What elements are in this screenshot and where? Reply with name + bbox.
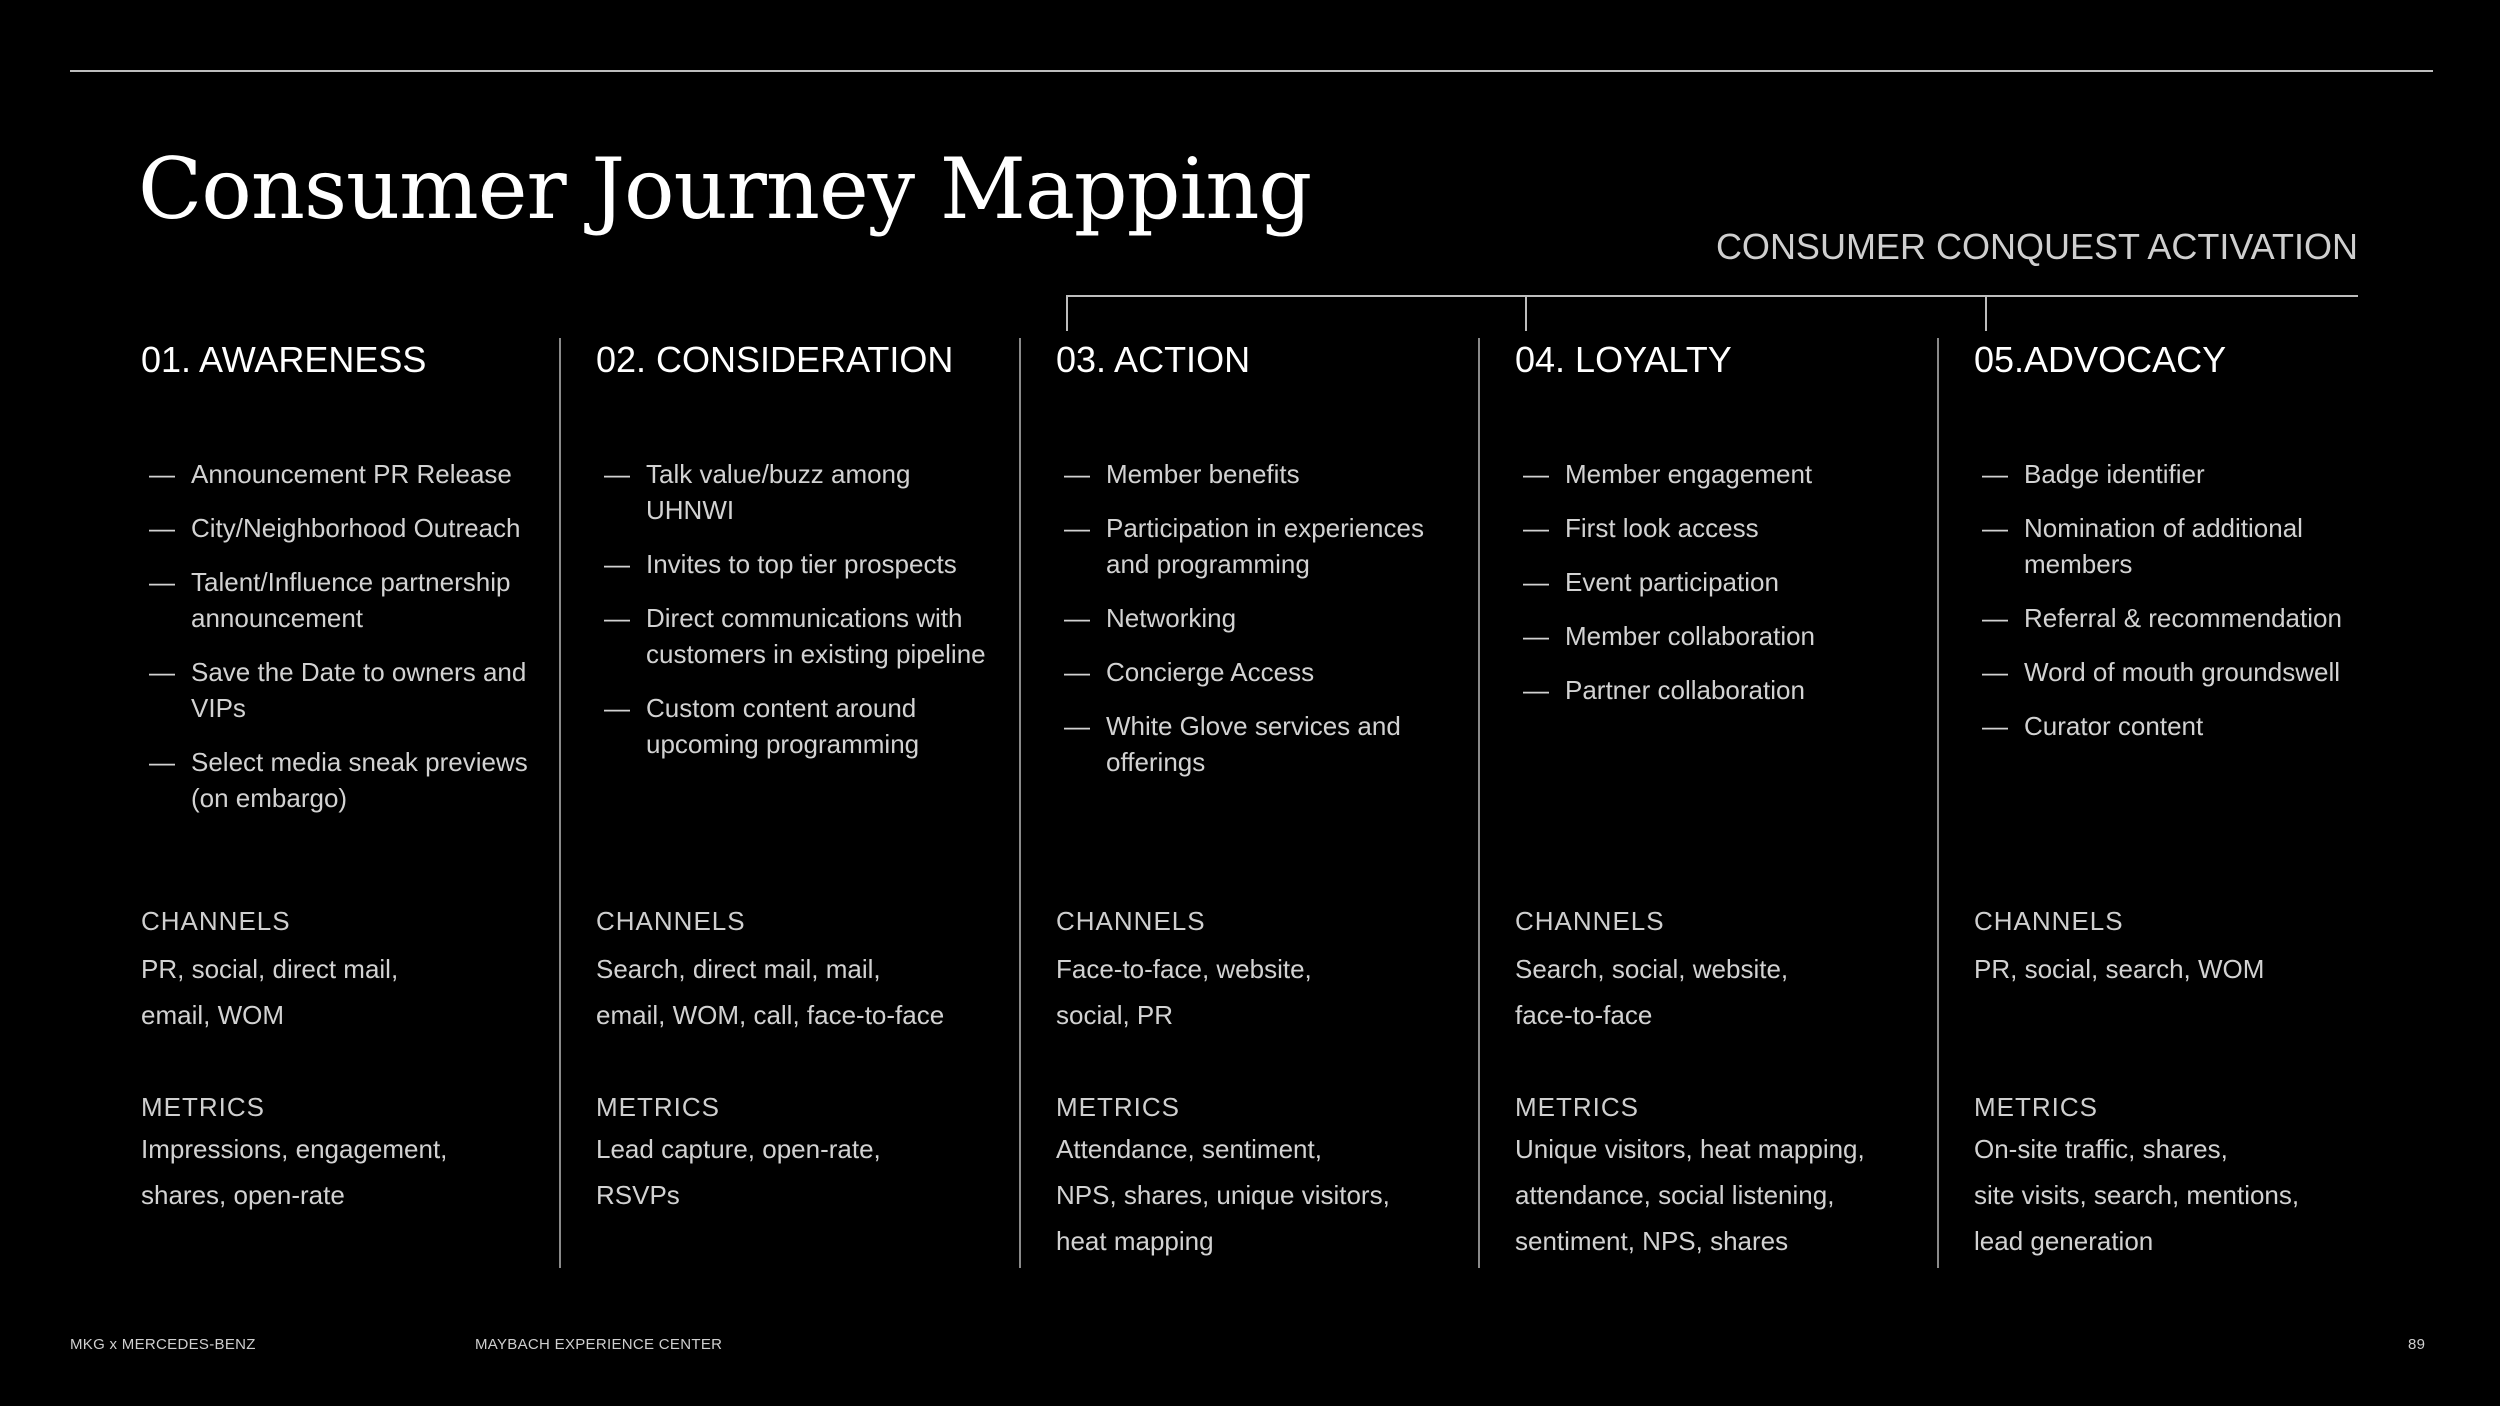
tactic-text: Member collaboration (1565, 621, 1816, 651)
tactic-item (1515, 510, 1915, 546)
dash-bullet: — (149, 459, 175, 489)
stage-tactics-list (1515, 456, 1915, 726)
dash-bullet: — (1523, 567, 1549, 597)
stage-column-action (1056, 336, 1456, 1256)
tactic-text: Custom content around upcoming programming (646, 693, 920, 759)
tactic-text: Participation in experiences and programming (1106, 513, 1424, 579)
metrics-label: METRICS (1056, 1092, 1180, 1122)
channels-label: CHANNELS (1974, 906, 2124, 936)
tactic-item (596, 456, 996, 528)
dash-bullet: — (1064, 711, 1090, 741)
metrics-line: shares, open-rate (141, 1180, 345, 1210)
tactic-text: Event participation (1565, 567, 1779, 597)
conquest-activation-label: CONSUMER CONQUEST ACTIVATION (1715, 226, 2358, 267)
tactic-item (1515, 618, 1915, 654)
tactic-text: Concierge Access (1106, 657, 1315, 687)
conquest-bracket-tick-loyalty (1525, 295, 1527, 331)
metrics-line: lead generation (1974, 1226, 2154, 1256)
tactic-text: Direct communications with customers in existing pipeline (646, 603, 986, 669)
dash-bullet: — (1982, 513, 2008, 543)
tactic-text: Member engagement (1565, 459, 1813, 489)
dash-bullet: — (149, 657, 175, 687)
tactic-text: Curator content (2024, 711, 2204, 741)
metrics-text (1974, 1126, 2394, 1264)
metrics-text (141, 1126, 561, 1218)
channels-line: social, PR (1056, 1000, 1174, 1030)
dash-bullet: — (1982, 711, 2008, 741)
conquest-bracket-tick-advocacy (1985, 295, 1987, 331)
dash-bullet: — (1064, 603, 1090, 633)
channels-line: Search, direct mail, mail, (596, 954, 881, 984)
tactic-text: Referral & recommendation (2024, 603, 2342, 633)
channels-line: email, WOM (141, 1000, 284, 1030)
stage-title: 03. ACTION (1056, 339, 1251, 380)
tactic-item (1056, 456, 1456, 492)
dash-bullet: — (1064, 657, 1090, 687)
metrics-line: sentiment, NPS, shares (1515, 1226, 1789, 1256)
stage-column-consideration (596, 336, 996, 1210)
tactic-text: Select media sneak previews (on embargo) (191, 747, 528, 813)
tactic-item (141, 456, 541, 492)
tactic-text: Nomination of additional members (2024, 513, 2303, 579)
metrics-line: NPS, shares, unique visitors, (1056, 1180, 1390, 1210)
channels-text (1515, 946, 1935, 1038)
stage-tactics-list (596, 456, 996, 780)
stage-tactics-list (141, 456, 541, 834)
metrics-label: METRICS (596, 1092, 720, 1122)
metrics-line: site visits, search, mentions, (1974, 1180, 2300, 1210)
tactic-item (141, 744, 541, 816)
dash-bullet: — (604, 549, 630, 579)
metrics-text (596, 1126, 1016, 1218)
dash-bullet: — (1523, 513, 1549, 543)
tactic-item (1056, 654, 1456, 690)
tactic-text: Word of mouth groundswell (2024, 657, 2341, 687)
column-divider (1478, 338, 1480, 1268)
dash-bullet: — (1523, 459, 1549, 489)
tactic-text: First look access (1565, 513, 1759, 543)
tactic-text: Announcement PR Release (191, 459, 512, 489)
tactic-item (1974, 654, 2374, 690)
stage-title: 02. CONSIDERATION (596, 339, 954, 380)
dash-bullet: — (1523, 621, 1549, 651)
tactic-item (1056, 510, 1456, 582)
channels-line: Face-to-face, website, (1056, 954, 1312, 984)
metrics-text (1056, 1126, 1476, 1264)
channels-label: CHANNELS (141, 906, 291, 936)
footer-project: MAYBACH EXPERIENCE CENTER (475, 1336, 723, 1353)
tactic-text: White Glove services and offerings (1106, 711, 1401, 777)
footer-client: MKG x MERCEDES-BENZ (70, 1336, 256, 1353)
tactic-item (141, 654, 541, 726)
stage-title: 01. AWARENESS (141, 339, 427, 380)
channels-text (1056, 946, 1476, 1038)
metrics-line: attendance, social listening, (1515, 1180, 1835, 1210)
channels-line: Search, social, website, (1515, 954, 1789, 984)
tactic-item (1056, 708, 1456, 780)
tactic-item (1974, 708, 2374, 744)
channels-text (596, 946, 1016, 1038)
channels-line: PR, social, direct mail, (141, 954, 399, 984)
channels-label: CHANNELS (596, 906, 746, 936)
metrics-label: METRICS (141, 1092, 265, 1122)
metrics-label: METRICS (1974, 1092, 2098, 1122)
stage-column-awareness (141, 336, 541, 1210)
metrics-line: Lead capture, open-rate, (596, 1134, 881, 1164)
page-title: Consumer Journey Mapping (138, 140, 1312, 238)
metrics-text (1515, 1126, 1935, 1264)
dash-bullet: — (604, 603, 630, 633)
channels-line: face-to-face (1515, 1000, 1653, 1030)
channels-line: PR, social, search, WOM (1974, 954, 2265, 984)
column-divider (1937, 338, 1939, 1268)
tactic-text: Save the Date to owners and VIPs (191, 657, 527, 723)
tactic-item (1515, 564, 1915, 600)
dash-bullet: — (604, 459, 630, 489)
tactic-text: Talent/Influence partnership announcement (191, 567, 511, 633)
tactic-item (1974, 600, 2374, 636)
stage-tactics-list (1974, 456, 2374, 762)
dash-bullet: — (1982, 459, 2008, 489)
dash-bullet: — (149, 747, 175, 777)
dash-bullet: — (1523, 675, 1549, 705)
stage-tactics-list (1056, 456, 1456, 798)
tactic-item (1974, 510, 2374, 582)
channels-line: email, WOM, call, face-to-face (596, 1000, 945, 1030)
tactic-item (1515, 456, 1915, 492)
metrics-line: On-site traffic, shares, (1974, 1134, 2228, 1164)
tactic-item (141, 564, 541, 636)
metrics-label: METRICS (1515, 1092, 1639, 1122)
footer-page-number: 89 (2408, 1336, 2426, 1353)
stage-title: 05.ADVOCACY (1974, 339, 2227, 380)
tactic-item (596, 690, 996, 762)
channels-label: CHANNELS (1056, 906, 1206, 936)
tactic-item (141, 510, 541, 546)
dash-bullet: — (1064, 459, 1090, 489)
tactic-text: Partner collaboration (1565, 675, 1805, 705)
dash-bullet: — (149, 567, 175, 597)
tactic-item (1056, 600, 1456, 636)
dash-bullet: — (1982, 657, 2008, 687)
dash-bullet: — (149, 513, 175, 543)
tactic-item (1974, 456, 2374, 492)
tactic-item (1515, 672, 1915, 708)
stage-column-advocacy (1974, 336, 2374, 1256)
metrics-line: Impressions, engagement, (141, 1134, 448, 1164)
conquest-bracket-tick-action (1066, 295, 1068, 331)
stage-title: 04. LOYALTY (1515, 339, 1732, 380)
tactic-item (596, 600, 996, 672)
column-divider (1019, 338, 1021, 1268)
conquest-bracket-line (1066, 295, 2358, 297)
channels-label: CHANNELS (1515, 906, 1665, 936)
metrics-line: heat mapping (1056, 1226, 1214, 1256)
tactic-text: Networking (1106, 603, 1237, 633)
channels-text (1974, 946, 2394, 992)
metrics-line: RSVPs (596, 1180, 680, 1210)
metrics-line: Attendance, sentiment, (1056, 1134, 1322, 1164)
top-rule (70, 70, 2433, 72)
tactic-item (596, 546, 996, 582)
tactic-text: Talk value/buzz among UHNWI (646, 459, 911, 525)
dash-bullet: — (1064, 513, 1090, 543)
tactic-text: City/Neighborhood Outreach (191, 513, 521, 543)
metrics-line: Unique visitors, heat mapping, (1515, 1134, 1865, 1164)
dash-bullet: — (604, 693, 630, 723)
tactic-text: Invites to top tier prospects (646, 549, 957, 579)
tactic-text: Member benefits (1106, 459, 1300, 489)
stage-column-loyalty (1515, 336, 1915, 1256)
tactic-text: Badge identifier (2024, 459, 2205, 489)
dash-bullet: — (1982, 603, 2008, 633)
channels-text (141, 946, 561, 1038)
